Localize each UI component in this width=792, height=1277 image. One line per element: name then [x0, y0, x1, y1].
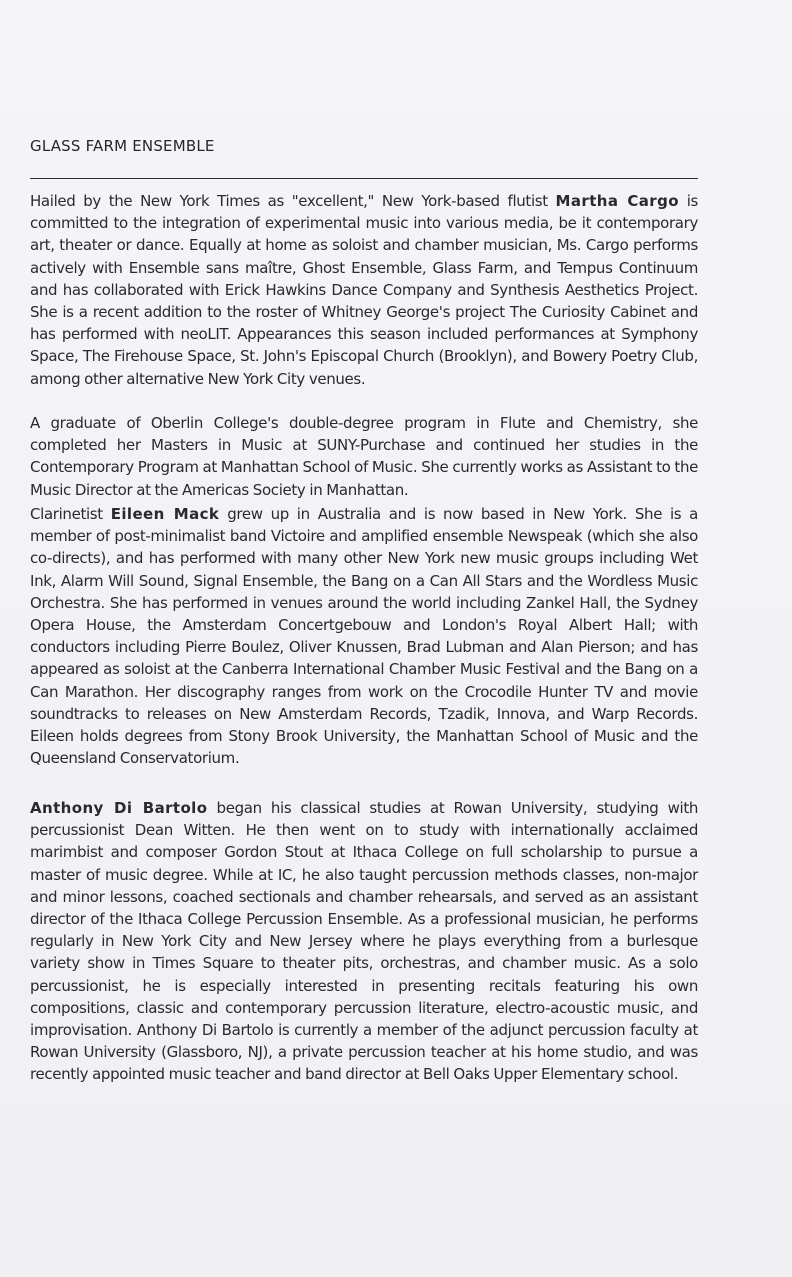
section-heading: GLASS FARM ENSEMBLE [30, 137, 215, 155]
bio-text: began his classical studies at Rowan University, studying with percussionist Dean Witten. He then went on to study with internationally acclaimed marimbist and composer Gordon Stout at Ithaca College on full scholarship to pursue a master of music degree. While at IC, he also taught percussion methods classes, non-major and minor lessons, coached sectionals and chamber rehearsals, and served as an assistant director of the Ithaca College Percussion Ensemble. As a professional musician, he performs regularly in New York City and New Jersey where he plays everything from a burlesque variety show in Times Square to theater pits, orchestras, and chamber music. As a solo percussionist, he is especially interested in presenting recitals featuring his own compositions, classic and contemporary percussion literature, electro-acoustic music, and improvisation. Anthony Di Bartolo is currently a member of the adjunct percussion faculty at Rowan University (Glassboro, NJ), a private percussion teacher at his home studio, and was recently appointed music teacher and band director at Bell Oaks Upper Elementary school. [30, 799, 699, 1084]
bio-text: Clarinetist [30, 505, 111, 523]
bio-text: Hailed by the New York Times as "excellent," New York-based flutist [30, 192, 556, 210]
performer-name: Martha Cargo [555, 192, 679, 210]
bio-text: A graduate of Oberlin College's double-degree program in Flute and Chemistry, she completed her Masters in Music at SUNY-Purchase and continued her studies in the Contemporary Program at Manhattan School of Music. She currently works as Assistant to the Music Director at the Americas Society in Manhattan. [30, 414, 698, 499]
bio-martha-cargo-education [30, 412, 698, 501]
bio-eileen-mack [30, 503, 698, 769]
bio-text: grew up in Australia and is now based in New York. She is a member of post-minimalist band Victoire and amplified ensemble Newspeak (which she also co-directs), and has performed with many other New York new music groups including Wet Ink, Alarm Will Sound, Signal Ensemble, the Bang on a Can All Stars and the Wordless Music Orchestra. She has performed in venues around the world including Zankel Hall, the Sydney Opera House, the Amsterdam Concertgebouw and London's Royal Albert Hall; with conductors including Pierre Boulez, Oliver Knussen, Brad Lubman and Alan Pierson; and has appeared as soloist at the Canberra International Chamber Music Festival and the Bang on a Can Marathon. Her discography ranges from work on the Crocodile Hunter TV and movie soundtracks to releases on New Amsterdam Records, Tzadik, Innova, and Warp Records. Eileen holds degrees from Stony Brook University, the Manhattan School of Music and the Queensland Conservatorium. [30, 505, 699, 768]
bio-anthony-di-bartolo [30, 797, 698, 1086]
performer-name: Anthony Di Bartolo [30, 799, 208, 817]
bio-text: is committed to the integration of experimental music into various media, be it contemporary art, theater or dance. Equally at home as soloist and chamber musician, Ms. Cargo performs actively with Ensemble sans maître, Ghost Ensemble, Glass Farm, and Tempus Continuum and has collaborated with Erick Hawkins Dance Company and Synthesis Aesthetics Project. She is a recent addition to the roster of Whitney George's project The Curiosity Cabinet and has performed with neoLIT. Appearances this season included performances at Symphony Space, The Firehouse Space, St. John's Episcopal Church (Brooklyn), and Bowery Poetry Club, among other alternative New York City venues. [30, 192, 698, 388]
bio-martha-cargo [30, 190, 698, 390]
heading-divider [30, 178, 698, 179]
performer-name: Eileen Mack [110, 505, 220, 523]
